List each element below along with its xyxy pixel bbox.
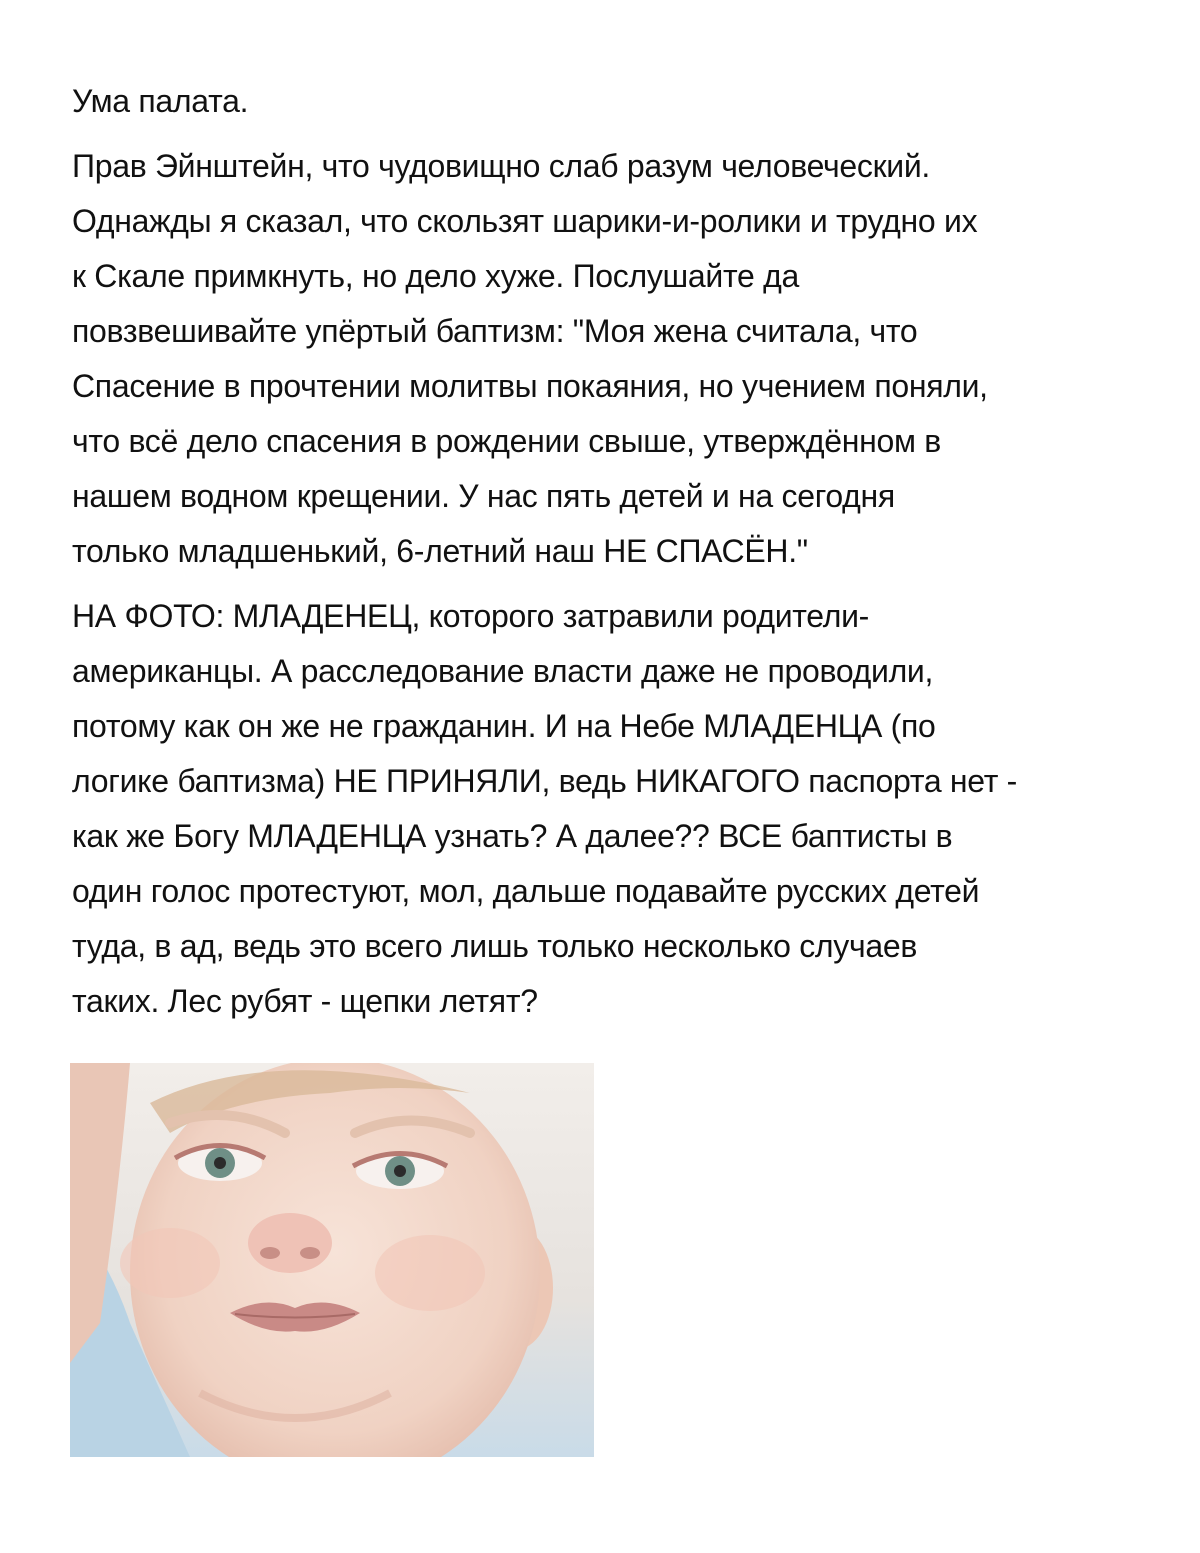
document-title: Ума палата. bbox=[72, 83, 249, 119]
paragraph-2: НА ФОТО: МЛАДЕНЕЦ, которого затравили родители- американцы. А расследование власти даже не проводили, потому как он же не гражданин. И на Небе МЛАДЕНЦА (по логике баптизма) НЕ ПРИНЯЛИ, ведь НИКАГОГО паспорта нет - как же Богу МЛАДЕНЦА узнать? А далее?? ВСЕ баптисты в один голос протестуют, мол, дальше подавайте русских детей туда, в ад, ведь это всего лишь только несколько случаев таких. Лес рубят - щепки летят? bbox=[72, 598, 1018, 1019]
child-face-illustration bbox=[70, 1063, 594, 1457]
document-body bbox=[72, 74, 1142, 1039]
paragraph-1: Прав Эйнштейн, что чудовищно слаб разум человеческий. Однажды я сказал, что скользят шарики-и-ролики и трудно их к Скале примкнуть, но дело хуже. Послушайте да повзвешивайте упёртый баптизм: "Моя жена считала, что Спасение в прочтении молитвы покаяния, но учением поняли, что всё дело спасения в рождении свыше, утверждённом в нашем водном крещении. У нас пять детей и на сегодня только младшенький, 6-летний наш НЕ СПАСЁН." bbox=[72, 148, 988, 569]
child-face-photo bbox=[70, 1063, 594, 1457]
